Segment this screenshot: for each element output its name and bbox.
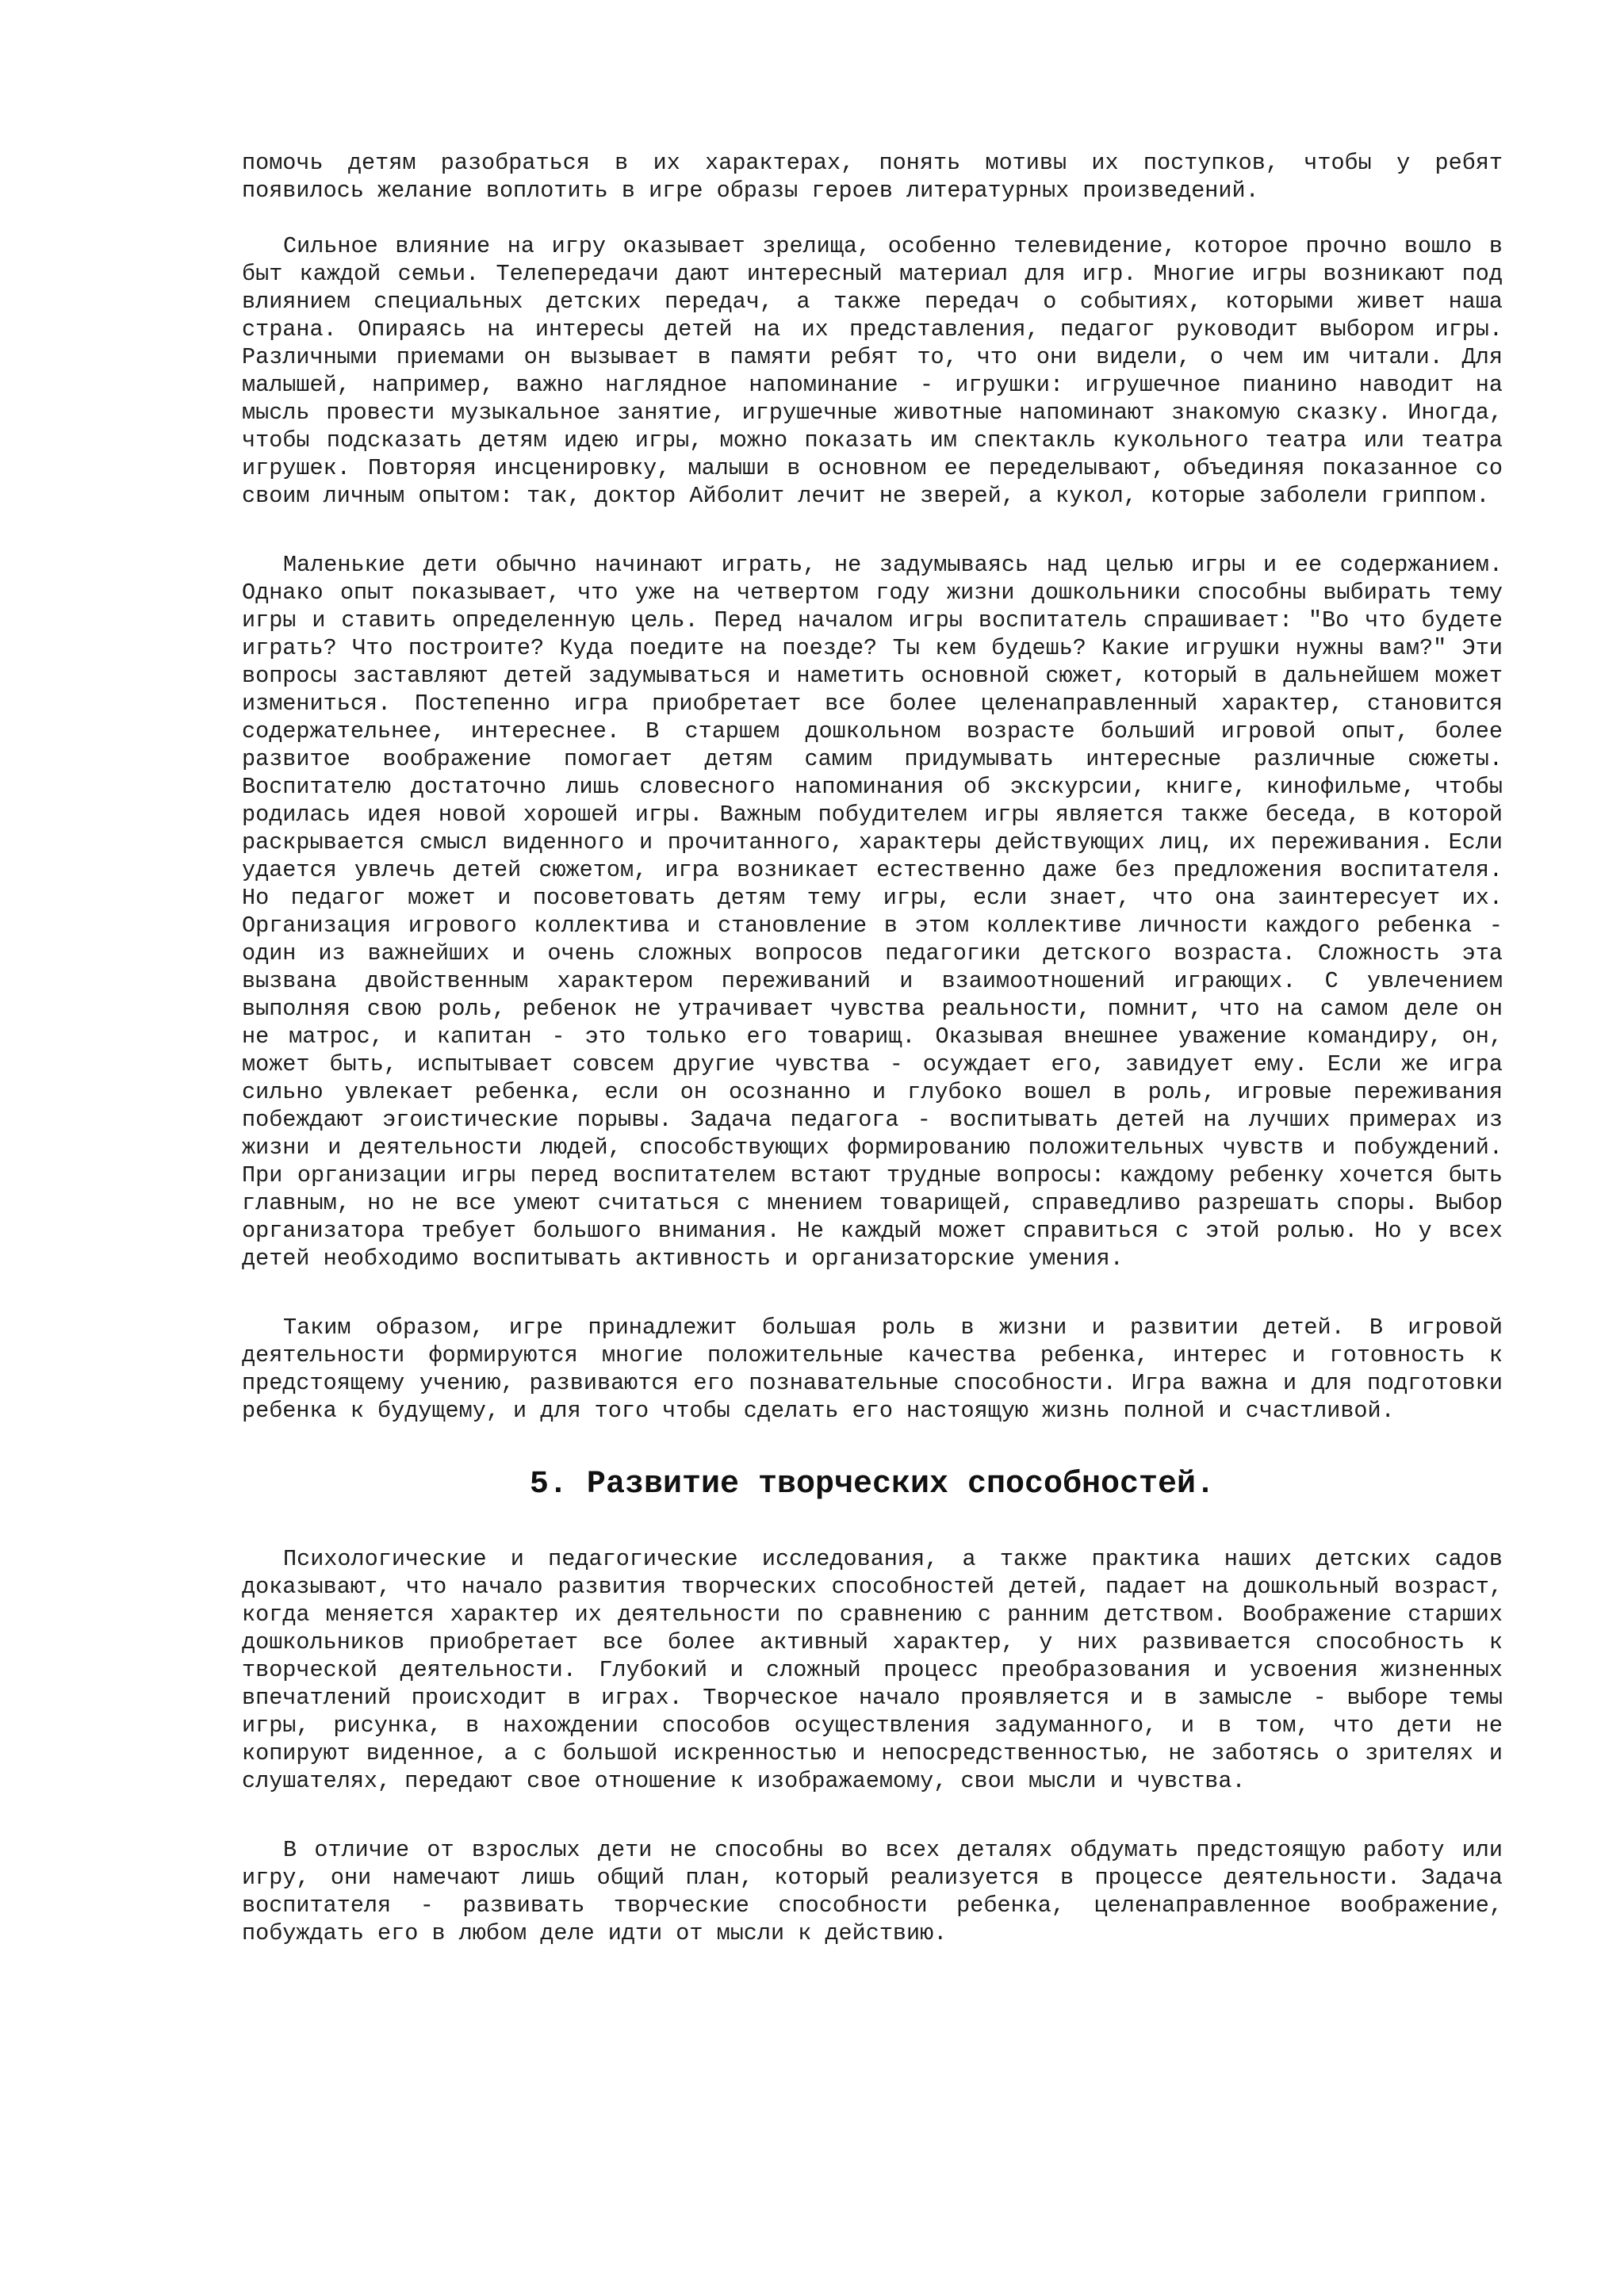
- paragraph-gap: [242, 510, 1503, 551]
- section-heading: 5. Развитие творческих способностей.: [529, 1467, 1216, 1502]
- paragraph-gap: [242, 1272, 1503, 1314]
- heading-gap: [242, 1504, 1503, 1545]
- paragraph-gap: [242, 1795, 1503, 1836]
- paragraph-creativity-task: В отличие от взрослых дети не способны во всех деталях обдумать предстоящую работу или игру, они намечают лишь общий план, который реализуется в процессе деятельности. Задача воспитателя - развивать творческие способности ребенка, целенаправленное воображение, побуждать его в любом деле идти от мысли к действию.: [242, 1837, 1503, 1946]
- paragraph-creativity-research: Психологические и педагогические исследования, а также практика наших детских садов доказывают, что начало развития творческих способностей детей, падает на дошкольный возраст, когда меняется характер их деятельности по сравнению с ранним детством. Воображение старших дошкольников приобретает все более активный характер, у них развивается способность к творческой деятельности. Глубокий и сложный процесс преобразования и усвоения жизненных впечатлений происходит в играх. Творческое начало проявляется и в замысле - выборе темы игры, рисунка, в нахождении способов осуществления задуманного, и в том, что дети не копируют виденное, а с большой искренностью и непосредственностью, не заботясь о зрителях и слушателях, передают свое отношение к изображаемому, свои мысли и чувства.: [242, 1546, 1503, 1794]
- paragraph-game-goals: Маленькие дети обычно начинают играть, не задумываясь над целью игры и ее содержанием. Однако опыт показывает, что уже на четвертом году жизни дошкольники способны выбирать тему игры и ставить определенную цель. Перед началом игры воспитатель спрашивает: "Во что будете играть? Что построите? Куда поедите на поезде? Ты кем будешь? Какие игрушки нужны вам?" Эти вопросы заставляют детей задумываться и наметить основной сюжет, который в дальнейшем может измениться. Постепенно игра приобретает все более целенаправленный характер, становится содержательнее, интереснее. В старшем дошкольном возрасте больший игровой опыт, более развитое воображение помогает детям самим придумывать интересные различные сюжеты. Воспитателю достаточно лишь словесного напоминания об экскурсии, книге, кинофильме, чтобы родилась идея новой хорошей игры. Важным побудителем игры является также беседа, в которой раскрывается смысл виденного и прочитанного, характеры действующих лиц, их переживания. Если удается увлечь детей сюжетом, игра возникает естественно даже без предложения воспитателя. Но педагог может и посоветовать детям тему игры, если знает, что она заинтересует их. Организация игрового коллектива и становление в этом коллективе личности каждого ребенка - один из важнейших и очень сложных вопросов педагогики детского возраста. Сложность эта вызвана двойственным характером переживаний и взаимоотношений играющих. С увлечением выполняя свою роль, ребенок не утрачивает чувства реальности, помнит, что на самом деле он не матрос, и капитан - это только его товарищ. Оказывая внешнее уважение командиру, он, может быть, испытывает совсем другие чувства - осуждает его, завидует ему. Если же игра сильно увлекает ребенка, если он осознанно и глубоко вошел в роль, игровые переживания побеждают эгоистические порывы. Задача педагога - воспитывать детей на лучших примерах из жизни и деятельности людей, способствующих формированию положительных чувств и побуждений. При организации игры перед воспитателем встают трудные вопросы: каждому ребенку хочется быть главным, но не все умеют считаться с мнением товарищей, справедливо разрешать споры. Выбор организатора требует большого внимания. Не каждый может справиться с этой ролью. Но у всех детей необходимо воспитывать активность и организаторские умения.: [242, 552, 1503, 1272]
- paragraph-gap: [242, 205, 1503, 232]
- heading-gap: [242, 1425, 1503, 1466]
- paragraph-conclusion: Таким образом, игре принадлежит большая роль в жизни и развитии детей. В игровой деятельности формируются многие положительные качества ребенка, интерес и готовность к предстоящему учению, развиваются его познавательные способности. Игра важна и для подготовки ребенка к будущему, и для того чтобы сделать его настоящую жизнь полной и счастливой.: [242, 1314, 1503, 1424]
- paragraph-continuation: помочь детям разобраться в их характерах, понять мотивы их поступков, чтобы у ребят появилось желание воплотить в игре образы героев литературных произведений.: [242, 150, 1503, 204]
- paragraph-tv-influence: Сильное влияние на игру оказывает зрелища, особенно телевидение, которое прочно вошло в быт каждой семьи. Телепередачи дают интересный материал для игр. Многие игры возникают под влиянием специальных детских передач, а также передач о событиях, которыми живет наша страна. Опираясь на интересы детей на их представления, педагог руководит выбором игры. Различными приемами он вызывает в памяти ребят то, что они видели, о чем им читали. Для малышей, например, важно наглядное напоминание - игрушки: игрушечное пианино наводит на мысль провести музыкальное занятие, игрушечные животные напоминают знакомую сказку. Иногда, чтобы подсказать детям идею игры, можно показать им спектакль кукольного театра или театра игрушек. Повторяя инсценировку, малыши в основном ее переделывают, объединяя показанное со своим личным опытом: так, доктор Айболит лечит не зверей, а кукол, которые заболели гриппом.: [242, 233, 1503, 509]
- document-page: [242, 149, 1503, 1947]
